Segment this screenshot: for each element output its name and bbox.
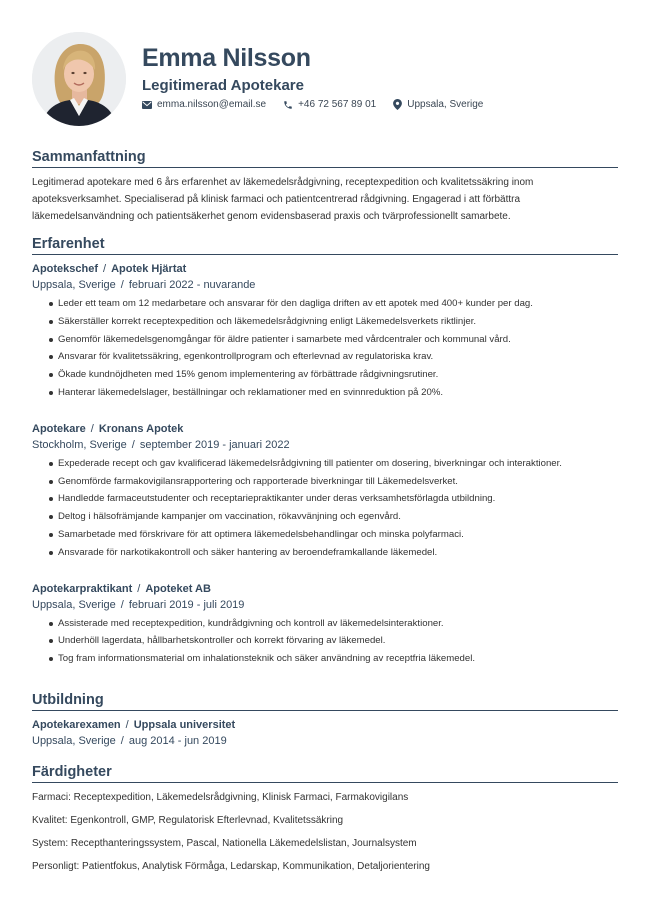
contact-location-text: Uppsala, Sverige — [407, 99, 484, 110]
bullet-item: Tog fram informationsmaterial om inhalationsteknik och säker användning av receptfria läkemedel. — [48, 650, 618, 668]
contact-email[interactable] — [142, 99, 266, 110]
job-role: Apotekare — [32, 422, 86, 435]
education-location: Uppsala, Sverige — [32, 735, 116, 747]
job-location: Uppsala, Sverige — [32, 598, 116, 611]
job-bullets — [32, 455, 618, 562]
job-company: Apotek Hjärtat — [111, 263, 187, 275]
skill-line: Kvalitet: Egenkontroll, GMP, Regulatorisk Efterlevnad, Kvalitetssäkring — [32, 815, 344, 826]
skill-line: Farmaci: Receptexpedition, Läkemedelsrådgivning, Klinisk Farmaci, Farmakovigilans — [32, 792, 409, 803]
education-title: Apotekarexamen / Uppsala universitet — [32, 719, 236, 731]
bullet-item: Samarbetade med förskrivare för att optimera läkemedelsbehandlingar och minska polyfarmaci. — [48, 526, 618, 544]
education-period: aug 2014 - jun 2019 — [128, 735, 227, 747]
summary-text: Legitimerad apotekare med 6 års erfarenhet av läkemedelsrådgivning, receptexpedition och kvalitetssäkring inom apoteksverksamhet. Specialiserad på klinisk farmaci och patientcentrerad rådgivning. Engagerad i att förbättra läkemedelsanvändning och patientsäkerhet genom evidensbaserad praxis och tvärprofessionellt samarbete. — [32, 177, 534, 222]
job-role: Apotekarpraktikant — [32, 582, 133, 595]
job-entry — [32, 262, 618, 402]
job-company: Kronans Apotek — [98, 422, 184, 435]
job-meta: Uppsala, Sverige / februari 2022 - nuvarande — [32, 279, 256, 291]
skill-line: Personligt: Patientfokus, Analytisk Förmåga, Ledarskap, Kommunikation, Detaljorientering — [32, 861, 430, 872]
phone-icon — [283, 100, 293, 110]
education-degree: Apotekarexamen — [32, 719, 121, 731]
job-entry — [32, 582, 618, 668]
bullet-item: Ansvarar för kvalitetssäkring, egenkontrollprogram och efterlevnad av regulatoriska krav. — [48, 348, 618, 366]
bullet-item: Genomförde farmakovigilansrapportering och rapporterade biverkningar till Läkemedelsverket. — [48, 473, 618, 491]
job-location: Uppsala, Sverige — [32, 279, 116, 291]
bullet-item: Leder ett team om 12 medarbetare och ansvarar för den dagliga driften av ett apotek med 400+ kunder per dag. — [48, 295, 618, 313]
email-icon — [142, 101, 152, 109]
bullet-item: Assisterade med receptexpedition, kundrådgivning och kontroll av läkemedelsinteraktioner. — [48, 615, 618, 633]
bullet-item: Underhöll lagerdata, hållbarhetskontroller och korrekt förvaring av läkemedel. — [48, 632, 618, 650]
skills-list — [32, 786, 618, 878]
experience-heading: Erfarenhet — [32, 235, 618, 255]
job-company: Apoteket AB — [145, 582, 211, 595]
contact-email-text: emma.nilsson@email.se — [157, 99, 267, 110]
job-period: februari 2022 - nuvarande — [128, 279, 256, 291]
experience-section — [32, 235, 618, 668]
job-heading: Apotekschef / Apotek Hjärtat — [32, 263, 187, 275]
skills-heading: Färdigheter — [32, 763, 618, 783]
bullet-item: Handledde farmaceutstudenter och receptariepraktikanter under deras verksamhetsförlagda utbildning. — [48, 490, 618, 508]
job-period: februari 2019 - juli 2019 — [128, 598, 245, 611]
job-meta: Uppsala, Sverige / februari 2019 - juli 2019 — [32, 598, 245, 611]
resume-header — [32, 32, 622, 128]
avatar — [32, 32, 126, 126]
summary-heading: Sammanfattning — [32, 148, 618, 168]
job-meta: Stockholm, Sverige / september 2019 - januari 2022 — [32, 438, 290, 451]
candidate-title: Legitimerad Apotekare — [142, 77, 304, 94]
job-bullets — [32, 615, 618, 668]
bullet-item: Ansvarade för narkotikakontroll och säker hantering av beroendeframkallande läkemedel. — [48, 544, 618, 562]
bullet-item: Genomför läkemedelsgenomgångar för äldre patienter i samarbete med vårdcentraler och kommunal vård. — [48, 331, 618, 349]
job-location: Stockholm, Sverige — [32, 438, 127, 451]
bullet-item: Hanterar läkemedelslager, beställningar och reklamationer med en svinnreduktion på 20%. — [48, 384, 618, 402]
bullet-item: Deltog i hälsofrämjande kampanjer om vaccination, rökavvänjning och egenvård. — [48, 508, 618, 526]
skill-line: System: Recepthanteringssystem, Pascal, Nationella Läkemedelslistan, Journalsystem — [32, 838, 417, 849]
education-heading: Utbildning — [32, 691, 618, 711]
education-section — [32, 691, 618, 749]
education-school: Uppsala universitet — [133, 719, 236, 731]
bullet-item: Säkerställer korrekt receptexpedition och läkemedelsrådgivning enligt Läkemedelsverkets riktlinjer. — [48, 313, 618, 331]
job-entry — [32, 422, 618, 562]
contact-phone-text: +46 72 567 89 01 — [298, 99, 377, 110]
job-heading: Apotekarpraktikant / Apoteket AB — [32, 582, 211, 595]
contact-bar — [142, 99, 500, 110]
location-pin-icon — [393, 99, 402, 110]
education-entry — [32, 718, 618, 749]
candidate-name: Emma Nilsson — [142, 44, 311, 72]
bullet-item: Ökade kundnöjdheten med 15% genom implementering av förbättrade rådgivningsrutiner. — [48, 366, 618, 384]
education-meta: Uppsala, Sverige / aug 2014 - jun 2019 — [32, 735, 227, 747]
contact-location — [393, 99, 483, 110]
job-bullets — [32, 295, 618, 402]
job-role: Apotekschef — [32, 263, 99, 275]
job-heading: Apotekare / Kronans Apotek — [32, 422, 184, 435]
contact-phone[interactable] — [283, 99, 376, 110]
job-period: september 2019 - januari 2022 — [139, 438, 290, 451]
skills-section — [32, 763, 618, 878]
bullet-item: Expederade recept och gav kvalificerad läkemedelsrådgivning till patienter om dosering, biverkningar och interaktioner. — [48, 455, 618, 473]
summary-section — [32, 148, 618, 225]
